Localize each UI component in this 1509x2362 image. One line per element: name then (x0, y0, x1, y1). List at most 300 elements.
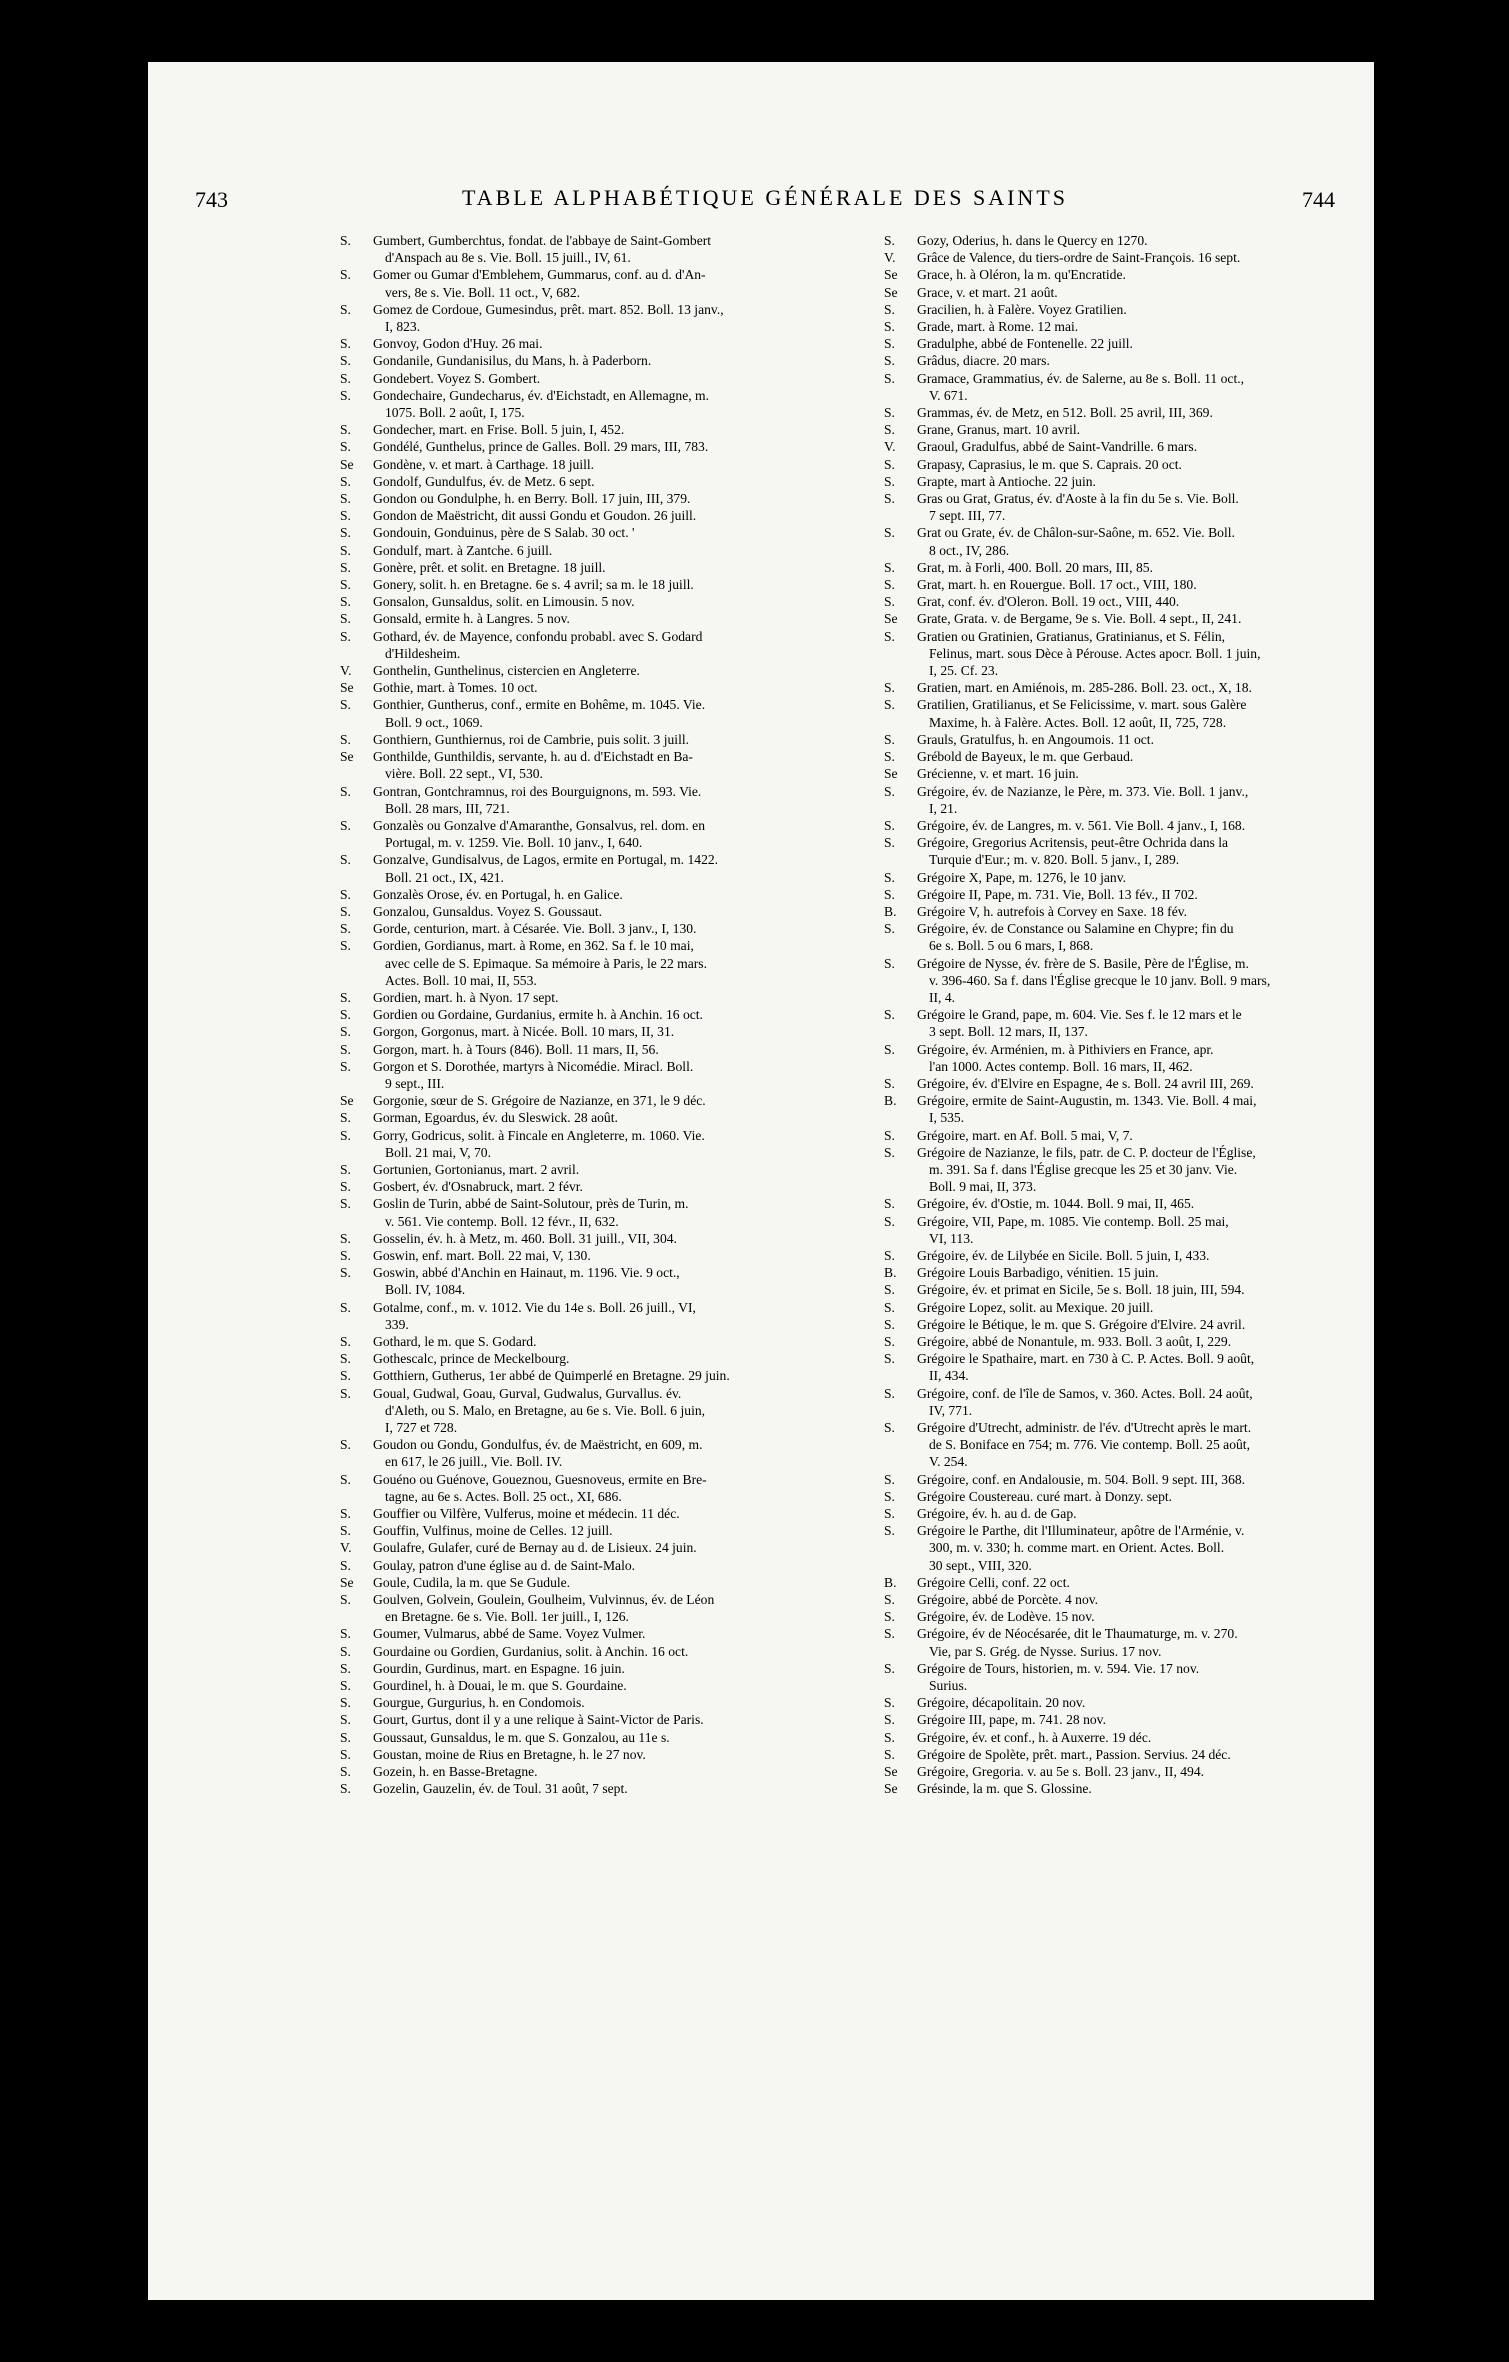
entry-line: d'Hildesheim. (385, 645, 461, 661)
entry-line: Grégoire, év. de Langres, m. v. 561. Vie Boll. 4 janv., I, 168. (917, 817, 1246, 833)
saint-entry (884, 404, 1404, 421)
entry-line: Grégoire Coustereau. curé mart. à Donzy. sept. (917, 1488, 1173, 1504)
entry-text (917, 869, 1404, 886)
left-column (340, 232, 860, 1797)
entry-marker: S. (340, 1007, 351, 1023)
entry-marker: S. (884, 233, 895, 248)
entry-line: Grégoire III, pape, m. 741. 28 nov. (917, 1712, 1106, 1728)
entry-marker: S. (884, 491, 895, 507)
saint-entry (340, 1127, 860, 1161)
entry-text (917, 232, 1404, 249)
saint-entry (884, 1127, 1404, 1144)
entry-line: Gortunien, Gortonianus, mart. 2 avril. (373, 1161, 580, 1177)
entry-text (917, 783, 1404, 817)
entry-line: Grégoire, décapolitain. 20 nov. (917, 1695, 1086, 1711)
saint-entry (340, 1574, 860, 1591)
entry-text (917, 1299, 1404, 1316)
entry-text (917, 370, 1404, 404)
entry-line: Gorgon, Gorgonus, mart. à Nicée. Boll. 10 mars, II, 31. (373, 1024, 675, 1040)
saint-entry (884, 1711, 1404, 1728)
entry-marker: Se (340, 1093, 354, 1109)
saint-entry (884, 1608, 1404, 1625)
entry-text (373, 1006, 860, 1023)
entry-marker: S. (340, 1471, 351, 1487)
entry-line: Gorgon et S. Dorothée, martyrs à Nicomédie. Miracl. Boll. (373, 1058, 694, 1074)
saint-entry (884, 1488, 1404, 1505)
entry-line: Boll. 9 mai, II, 373. (929, 1179, 1037, 1195)
entry-text (917, 1385, 1404, 1419)
entry-text (373, 387, 860, 421)
entry-line: Grégoire, év. et primat en Sicile, 5e s. Boll. 18 juin, III, 594. (917, 1282, 1245, 1298)
entry-marker: S. (340, 1058, 351, 1074)
entry-marker: S. (884, 628, 895, 644)
entry-text (373, 1660, 860, 1677)
saint-entry (340, 542, 860, 559)
entry-text (917, 1316, 1404, 1333)
saint-entry (884, 249, 1404, 266)
saint-entry (884, 679, 1404, 696)
entry-marker: S. (884, 1299, 895, 1315)
entry-text (917, 834, 1404, 868)
entry-line: Grapasy, Caprasius, le m. que S. Caprais. 20 oct. (917, 456, 1182, 472)
entry-line: Gonery, solit. h. en Bretagne. 6e s. 4 avril; sa m. le 18 juill. (373, 577, 694, 593)
entry-line: Goustan, moine de Rius en Bretagne, h. le 27 nov. (373, 1746, 646, 1762)
entry-marker: S. (884, 422, 895, 438)
entry-line: Gothie, mart. à Tomes. 10 oct. (373, 680, 538, 696)
saint-entry (340, 1729, 860, 1746)
entry-marker: S. (884, 353, 895, 369)
right-page-number: 744 (1302, 187, 1335, 212)
saint-entry (340, 610, 860, 627)
saint-entry (884, 576, 1404, 593)
entry-line: v. 561. Vie contemp. Boll. 12 févr., II, 632. (385, 1213, 619, 1229)
entry-line: Gorry, Godricus, solit. à Fincale en Angleterre, m. 1060. Vie. (373, 1127, 705, 1143)
saint-entry (884, 731, 1404, 748)
saint-entry (884, 1763, 1404, 1780)
entry-marker: S. (340, 1179, 351, 1195)
entry-marker: Se (884, 611, 898, 627)
entry-line: Gourdin, Gurdinus, mart. en Espagne. 16 juin. (373, 1660, 625, 1676)
entry-line: Gonzalès ou Gonzalve d'Amaranthe, Gonsalvus, rel. dom. en (373, 817, 706, 833)
entry-line: Gratien ou Gratinien, Gratianus, Gratinianus, et S. Félin, (917, 628, 1226, 644)
entry-line: vière. Boll. 22 sept., VI, 530. (385, 766, 543, 782)
entry-line: Gourdaine ou Gordien, Gurdanius, solit. à Anchin. 16 oct. (373, 1643, 689, 1659)
saint-entry (340, 1058, 860, 1092)
entry-line: Gumbert, Gumberchtus, fondat. de l'abbaye de Saint-Gombert (373, 233, 712, 248)
entry-marker: S. (884, 783, 895, 799)
entry-marker: S. (884, 301, 895, 317)
entry-marker: S. (340, 1230, 351, 1246)
saint-entry (884, 886, 1404, 903)
saint-entry (340, 1333, 860, 1350)
saint-entry (884, 1625, 1404, 1659)
entry-line: Gondolf, Gundulfus, év. de Metz. 6 sept. (373, 473, 595, 489)
entry-text (917, 1488, 1404, 1505)
entry-line: Gonthilde, Gunthildis, servante, h. au d. d'Eichstadt en Ba- (373, 749, 693, 765)
entry-text (373, 989, 860, 1006)
entry-line: Gourdinel, h. à Douai, le m. que S. Gourdaine. (373, 1678, 627, 1694)
entry-text (373, 1522, 860, 1539)
entry-marker: S. (884, 1196, 895, 1212)
entry-marker: S. (884, 1712, 895, 1728)
entry-marker: S. (884, 1729, 895, 1745)
saint-entry (340, 886, 860, 903)
entry-line: Grâce de Valence, du tiers-ordre de Saint-François. 16 sept. (917, 250, 1241, 266)
entry-line: Grégoire, év. d'Ostie, m. 1044. Boll. 9 mai, II, 465. (917, 1196, 1195, 1212)
entry-line: Gomer ou Gumar d'Emblehem, Gummarus, conf. au d. d'An- (373, 267, 706, 283)
entry-text (373, 1436, 860, 1470)
entry-marker: S. (340, 1557, 351, 1573)
saint-entry (340, 1660, 860, 1677)
entry-marker: S. (884, 1007, 895, 1023)
saint-entry (884, 266, 1404, 283)
entry-line: Grégoire, mart. en Af. Boll. 5 mai, V, 7. (917, 1127, 1133, 1143)
entry-marker: S. (340, 903, 351, 919)
saint-entry (884, 1006, 1404, 1040)
entry-marker: S. (884, 1609, 895, 1625)
entry-marker: S. (340, 387, 351, 403)
entry-marker: S. (340, 1712, 351, 1728)
entry-line: Gorde, centurion, mart. à Césarée. Vie. Boll. 3 janv., I, 130. (373, 921, 697, 937)
saint-entry (340, 851, 860, 885)
saint-entry (884, 1213, 1404, 1247)
entry-text (373, 1127, 860, 1161)
entry-line: Grate, Grata. v. de Bergame, 9e s. Vie. Boll. 4 sept., II, 241. (917, 611, 1242, 627)
entry-line: Grégoire d'Utrecht, administr. de l'év. d'Utrecht après le mart. (917, 1420, 1252, 1436)
entry-marker: S. (884, 1144, 895, 1160)
entry-line: Grégoire X, Pape, m. 1276, le 10 janv. (917, 869, 1127, 885)
entry-marker: S. (884, 405, 895, 421)
entry-text (917, 1505, 1404, 1522)
entry-text (917, 335, 1404, 352)
saint-entry (340, 1780, 860, 1797)
entry-marker: S. (884, 697, 895, 713)
entry-text (373, 1161, 860, 1178)
entry-line: Gonsalon, Gunsaldus, solit. en Limousin. 5 nov. (373, 594, 635, 610)
saint-entry (884, 232, 1404, 249)
entry-line: Grat, m. à Forli, 400. Boll. 20 mars, III, 85. (917, 559, 1153, 575)
entry-line: Gondon de Maëstricht, dit aussi Gondu et Goudon. 26 juill. (373, 508, 697, 524)
saint-entry (884, 610, 1404, 627)
left-page-number: 743 (195, 187, 228, 212)
entry-line: Grégoire, év. h. au d. de Gap. (917, 1506, 1077, 1522)
saint-entry (340, 1195, 860, 1229)
entry-marker: S. (340, 542, 351, 558)
entry-text (917, 886, 1404, 903)
entry-marker: S. (884, 1351, 895, 1367)
entry-line: Grécienne, v. et mart. 16 juin. (917, 766, 1079, 782)
entry-text (917, 696, 1404, 730)
entry-marker: S. (884, 1488, 895, 1504)
entry-marker: S. (884, 1523, 895, 1539)
saint-entry (340, 1522, 860, 1539)
saint-entry (884, 1075, 1404, 1092)
entry-marker: Se (884, 766, 898, 782)
saint-entry (884, 1694, 1404, 1711)
entry-line: Gramace, Grammatius, év. de Salerne, au 8e s. Boll. 11 oct., (917, 370, 1245, 386)
entry-line: Gorman, Egoardus, év. du Sleswick. 28 août. (373, 1110, 618, 1126)
entry-line: v. 396-460. Sa f. dans l'Église grecque le 10 janv. Boll. 9 mars, (929, 972, 1271, 988)
entry-line: Grat, mart. h. en Rouergue. Boll. 17 oct., VIII, 180. (917, 577, 1197, 593)
entry-text (373, 438, 860, 455)
entry-text (373, 301, 860, 335)
saint-entry (340, 1109, 860, 1126)
entry-marker: S. (340, 1695, 351, 1711)
entry-line: Goulay, patron d'une église au d. de Saint-Malo. (373, 1557, 636, 1573)
entry-marker: S. (340, 1247, 351, 1263)
saint-entry (884, 1591, 1404, 1608)
entry-line: Goswin, abbé d'Anchin en Hainaut, m. 1196. Vie. 9 oct., (373, 1265, 680, 1281)
saint-entry (340, 903, 860, 920)
entry-text (917, 456, 1404, 473)
saint-entry (340, 1092, 860, 1109)
entry-line: 30 sept., VIII, 320. (929, 1557, 1032, 1573)
entry-marker: Se (884, 1781, 898, 1797)
entry-text (917, 524, 1404, 558)
saint-entry (884, 421, 1404, 438)
entry-line: Grébold de Bayeux, le m. que Gerbaud. (917, 749, 1134, 765)
entry-line: Grégoire, VII, Pape, m. 1085. Vie contemp. Boll. 25 mai, (917, 1213, 1229, 1229)
saint-entry (340, 593, 860, 610)
entry-line: Grégoire de Tours, historien, m. v. 594. Vie. 17 nov. (917, 1660, 1200, 1676)
entry-line: Gontran, Gontchramnus, roi des Bourguignons, m. 593. Vie. (373, 783, 702, 799)
entry-marker: S. (884, 1626, 895, 1642)
entry-marker: S. (340, 594, 351, 610)
entry-text (917, 249, 1404, 266)
entry-line: vers, 8e s. Vie. Boll. 11 oct., V, 682. (385, 284, 581, 300)
entry-marker: S. (340, 1351, 351, 1367)
entry-text (373, 1780, 860, 1797)
entry-text (917, 473, 1404, 490)
entry-line: Grégoire de Spolète, prêt. mart., Passion. Servius. 24 déc. (917, 1746, 1231, 1762)
entry-line: Gondechaire, Gundecharus, év. d'Eichstadt, en Allemagne, m. (373, 387, 710, 403)
entry-text (373, 1195, 860, 1229)
entry-line: Grace, h. à Oléron, la m. qu'Encratide. (917, 267, 1126, 283)
entry-line: Boll. 21 mai, V, 70. (385, 1144, 491, 1160)
entry-line: l'an 1000. Actes contemp. Boll. 16 mars, II, 462. (929, 1058, 1193, 1074)
entry-marker: Se (340, 680, 354, 696)
saint-entry (884, 1729, 1404, 1746)
entry-text (917, 559, 1404, 576)
entry-text (917, 593, 1404, 610)
entry-line: Grane, Granus, mart. 10 avril. (917, 422, 1081, 438)
entry-line: Goule, Cudila, la m. que Se Gudule. (373, 1574, 571, 1590)
saint-entry (340, 1557, 860, 1574)
saint-entry (884, 1247, 1404, 1264)
saint-entry (340, 662, 860, 679)
entry-text (917, 817, 1404, 834)
entry-line: Goual, Gudwal, Goau, Gurval, Gudwalus, Gurvallus. év. (373, 1385, 682, 1401)
entry-marker: S. (340, 1729, 351, 1745)
entry-text (917, 1711, 1404, 1728)
saint-entry (884, 1660, 1404, 1694)
entry-marker: S. (340, 370, 351, 386)
entry-marker: S. (340, 353, 351, 369)
entry-text (917, 421, 1404, 438)
entry-text (373, 783, 860, 817)
entry-line: Gozein, h. en Basse-Bretagne. (373, 1764, 538, 1780)
saint-entry (340, 1711, 860, 1728)
entry-line: I, 25. Cf. 23. (929, 663, 999, 679)
entry-line: Grégoire, ermite de Saint-Augustin, m. 1343. Vie. Boll. 4 mai, (917, 1093, 1257, 1109)
entry-marker: S. (884, 1334, 895, 1349)
entry-text (917, 490, 1404, 524)
entry-line: Gondecher, mart. en Frise. Boll. 5 juin, I, 452. (373, 422, 625, 438)
entry-text (917, 955, 1404, 1007)
entry-marker: S. (340, 1299, 351, 1315)
entry-marker: S. (340, 1041, 351, 1057)
entry-text (373, 886, 860, 903)
entry-line: Grégoire, abbé de Nonantule, m. 933. Boll. 3 août, I, 229. (917, 1334, 1232, 1349)
entry-text (917, 679, 1404, 696)
entry-marker: S. (884, 869, 895, 885)
entry-text (917, 1608, 1404, 1625)
entry-text (373, 679, 860, 696)
entry-text (373, 1746, 860, 1763)
saint-entry (340, 1230, 860, 1247)
entry-text (917, 1041, 1404, 1075)
saint-entry (884, 1144, 1404, 1196)
saint-entry (884, 352, 1404, 369)
saint-entry (340, 1694, 860, 1711)
saint-entry (884, 869, 1404, 886)
entry-text (373, 1711, 860, 1728)
entry-text (373, 1643, 860, 1660)
entry-text (373, 456, 860, 473)
saint-entry (884, 765, 1404, 782)
saint-entry (340, 1505, 860, 1522)
entry-line: Gratilien, Gratilianus, et Se Felicissime, v. mart. sous Galère (917, 697, 1247, 713)
entry-line: Grégoire le Parthe, dit l'Illuminateur, apôtre de l'Arménie, v. (917, 1523, 1245, 1539)
entry-line: Gonzalve, Gundisalvus, de Lagos, ermite en Portugal, m. 1422. (373, 852, 719, 868)
entry-marker: S. (340, 697, 351, 713)
entry-marker: S. (340, 267, 351, 283)
entry-marker: S. (340, 1643, 351, 1659)
entry-text (917, 1195, 1404, 1212)
entry-line: Grade, mart. à Rome. 12 mai. (917, 319, 1079, 335)
entry-line: Goumer, Vulmarus, abbé de Same. Voyez Vulmer. (373, 1626, 646, 1642)
entry-text (917, 1144, 1404, 1196)
entry-line: Gordien, Gordianus, mart. à Rome, en 362. Sa f. le 10 mai, (373, 938, 694, 954)
entry-marker: B. (884, 1093, 897, 1109)
entry-line: Gozy, Oderius, h. dans le Quercy en 1270. (917, 233, 1148, 248)
saint-entry (340, 989, 860, 1006)
entry-marker: S. (340, 1265, 351, 1281)
entry-line: en Bretagne. 6e s. Vie. Boll. 1er juill., I, 126. (385, 1609, 629, 1625)
entry-line: 8 oct., IV, 286. (929, 542, 1010, 558)
saint-entry (884, 748, 1404, 765)
entry-text (917, 301, 1404, 318)
entry-marker: S. (340, 1334, 351, 1349)
entry-text (373, 1350, 860, 1367)
entry-text (917, 266, 1404, 283)
entry-text (917, 1350, 1404, 1384)
saint-entry (340, 1643, 860, 1660)
entry-line: Grauls, Gratulfus, h. en Angoumois. 11 oct. (917, 731, 1154, 747)
entry-marker: S. (884, 1213, 895, 1229)
entry-line: Gondulf, mart. à Zantche. 6 juill. (373, 542, 553, 558)
entry-line: Grégoire, conf. de l'île de Samos, v. 360. Actes. Boll. 24 août, (917, 1385, 1253, 1401)
saint-entry (884, 783, 1404, 817)
saint-entry (340, 1385, 860, 1437)
entry-line: Gondon ou Gondulphe, h. en Berry. Boll. 17 juin, III, 379. (373, 491, 691, 507)
entry-line: V. 671. (929, 387, 968, 403)
entry-text (373, 1092, 860, 1109)
entry-marker: S. (340, 989, 351, 1005)
saint-entry (340, 1677, 860, 1694)
entry-marker: S. (340, 491, 351, 507)
entry-text (917, 1333, 1404, 1350)
entry-line: Graoul, Gradulfus, abbé de Saint-Vandrille. 6 mars. (917, 439, 1198, 455)
entry-text (917, 284, 1404, 301)
entry-marker: Se (340, 456, 354, 472)
entry-marker: S. (340, 1678, 351, 1694)
saint-entry (884, 1299, 1404, 1316)
entry-text (373, 490, 860, 507)
entry-text (917, 404, 1404, 421)
entry-marker: S. (340, 439, 351, 455)
saint-entry (340, 1299, 860, 1333)
entry-marker: S. (884, 1127, 895, 1143)
entry-text (373, 1247, 860, 1264)
entry-text (373, 1109, 860, 1126)
saint-entry (340, 352, 860, 369)
entry-line: Gosbert, év. d'Osnabruck, mart. 2 févr. (373, 1179, 583, 1195)
entry-marker: S. (884, 817, 895, 833)
entry-text (917, 1763, 1404, 1780)
entry-line: Surius. (929, 1678, 968, 1694)
entry-marker: S. (884, 577, 895, 593)
entry-text (917, 318, 1404, 335)
entry-marker: S. (884, 1282, 895, 1298)
entry-text (373, 266, 860, 300)
entry-line: II, 4. (929, 989, 956, 1005)
saint-entry (340, 1591, 860, 1625)
saint-entry (884, 284, 1404, 301)
entry-line: Gondélé, Gunthelus, prince de Galles. Boll. 29 mars, III, 783. (373, 439, 709, 455)
entry-marker: S. (340, 473, 351, 489)
entry-line: Gonthier, Guntherus, conf., ermite en Bohême, m. 1045. Vie. (373, 697, 706, 713)
entry-marker: S. (340, 1127, 351, 1143)
saint-entry (884, 903, 1404, 920)
saint-entry (340, 387, 860, 421)
entry-text (917, 1591, 1404, 1608)
entry-line: Gorgon, mart. h. à Tours (846). Boll. 11 mars, II, 56. (373, 1041, 659, 1057)
entry-line: tagne, au 6e s. Actes. Boll. 25 oct., XI, 686. (385, 1488, 622, 1504)
right-column (884, 232, 1404, 1797)
saint-entry (340, 524, 860, 541)
entry-text (373, 1333, 860, 1350)
entry-line: Boll. 28 mars, III, 721. (385, 800, 510, 816)
entry-line: Gondebert. Voyez S. Gombert. (373, 370, 541, 386)
saint-entry (884, 1522, 1404, 1574)
entry-line: I, 535. (929, 1110, 965, 1126)
saint-entry (884, 955, 1404, 1007)
entry-text (917, 920, 1404, 954)
entry-marker: S. (884, 1075, 895, 1091)
saint-entry (884, 559, 1404, 576)
entry-line: Gonvoy, Godon d'Huy. 26 mai. (373, 336, 543, 352)
entry-marker: S. (340, 1746, 351, 1762)
entry-marker: S. (884, 1247, 895, 1263)
entry-text (373, 542, 860, 559)
entry-line: Grégoire le Spathaire, mart. en 730 à C. P. Actes. Boll. 9 août, (917, 1351, 1255, 1367)
saint-entry (884, 696, 1404, 730)
saint-entry (340, 1763, 860, 1780)
entry-text (373, 576, 860, 593)
saint-entry (884, 1471, 1404, 1488)
saint-entry (340, 937, 860, 989)
